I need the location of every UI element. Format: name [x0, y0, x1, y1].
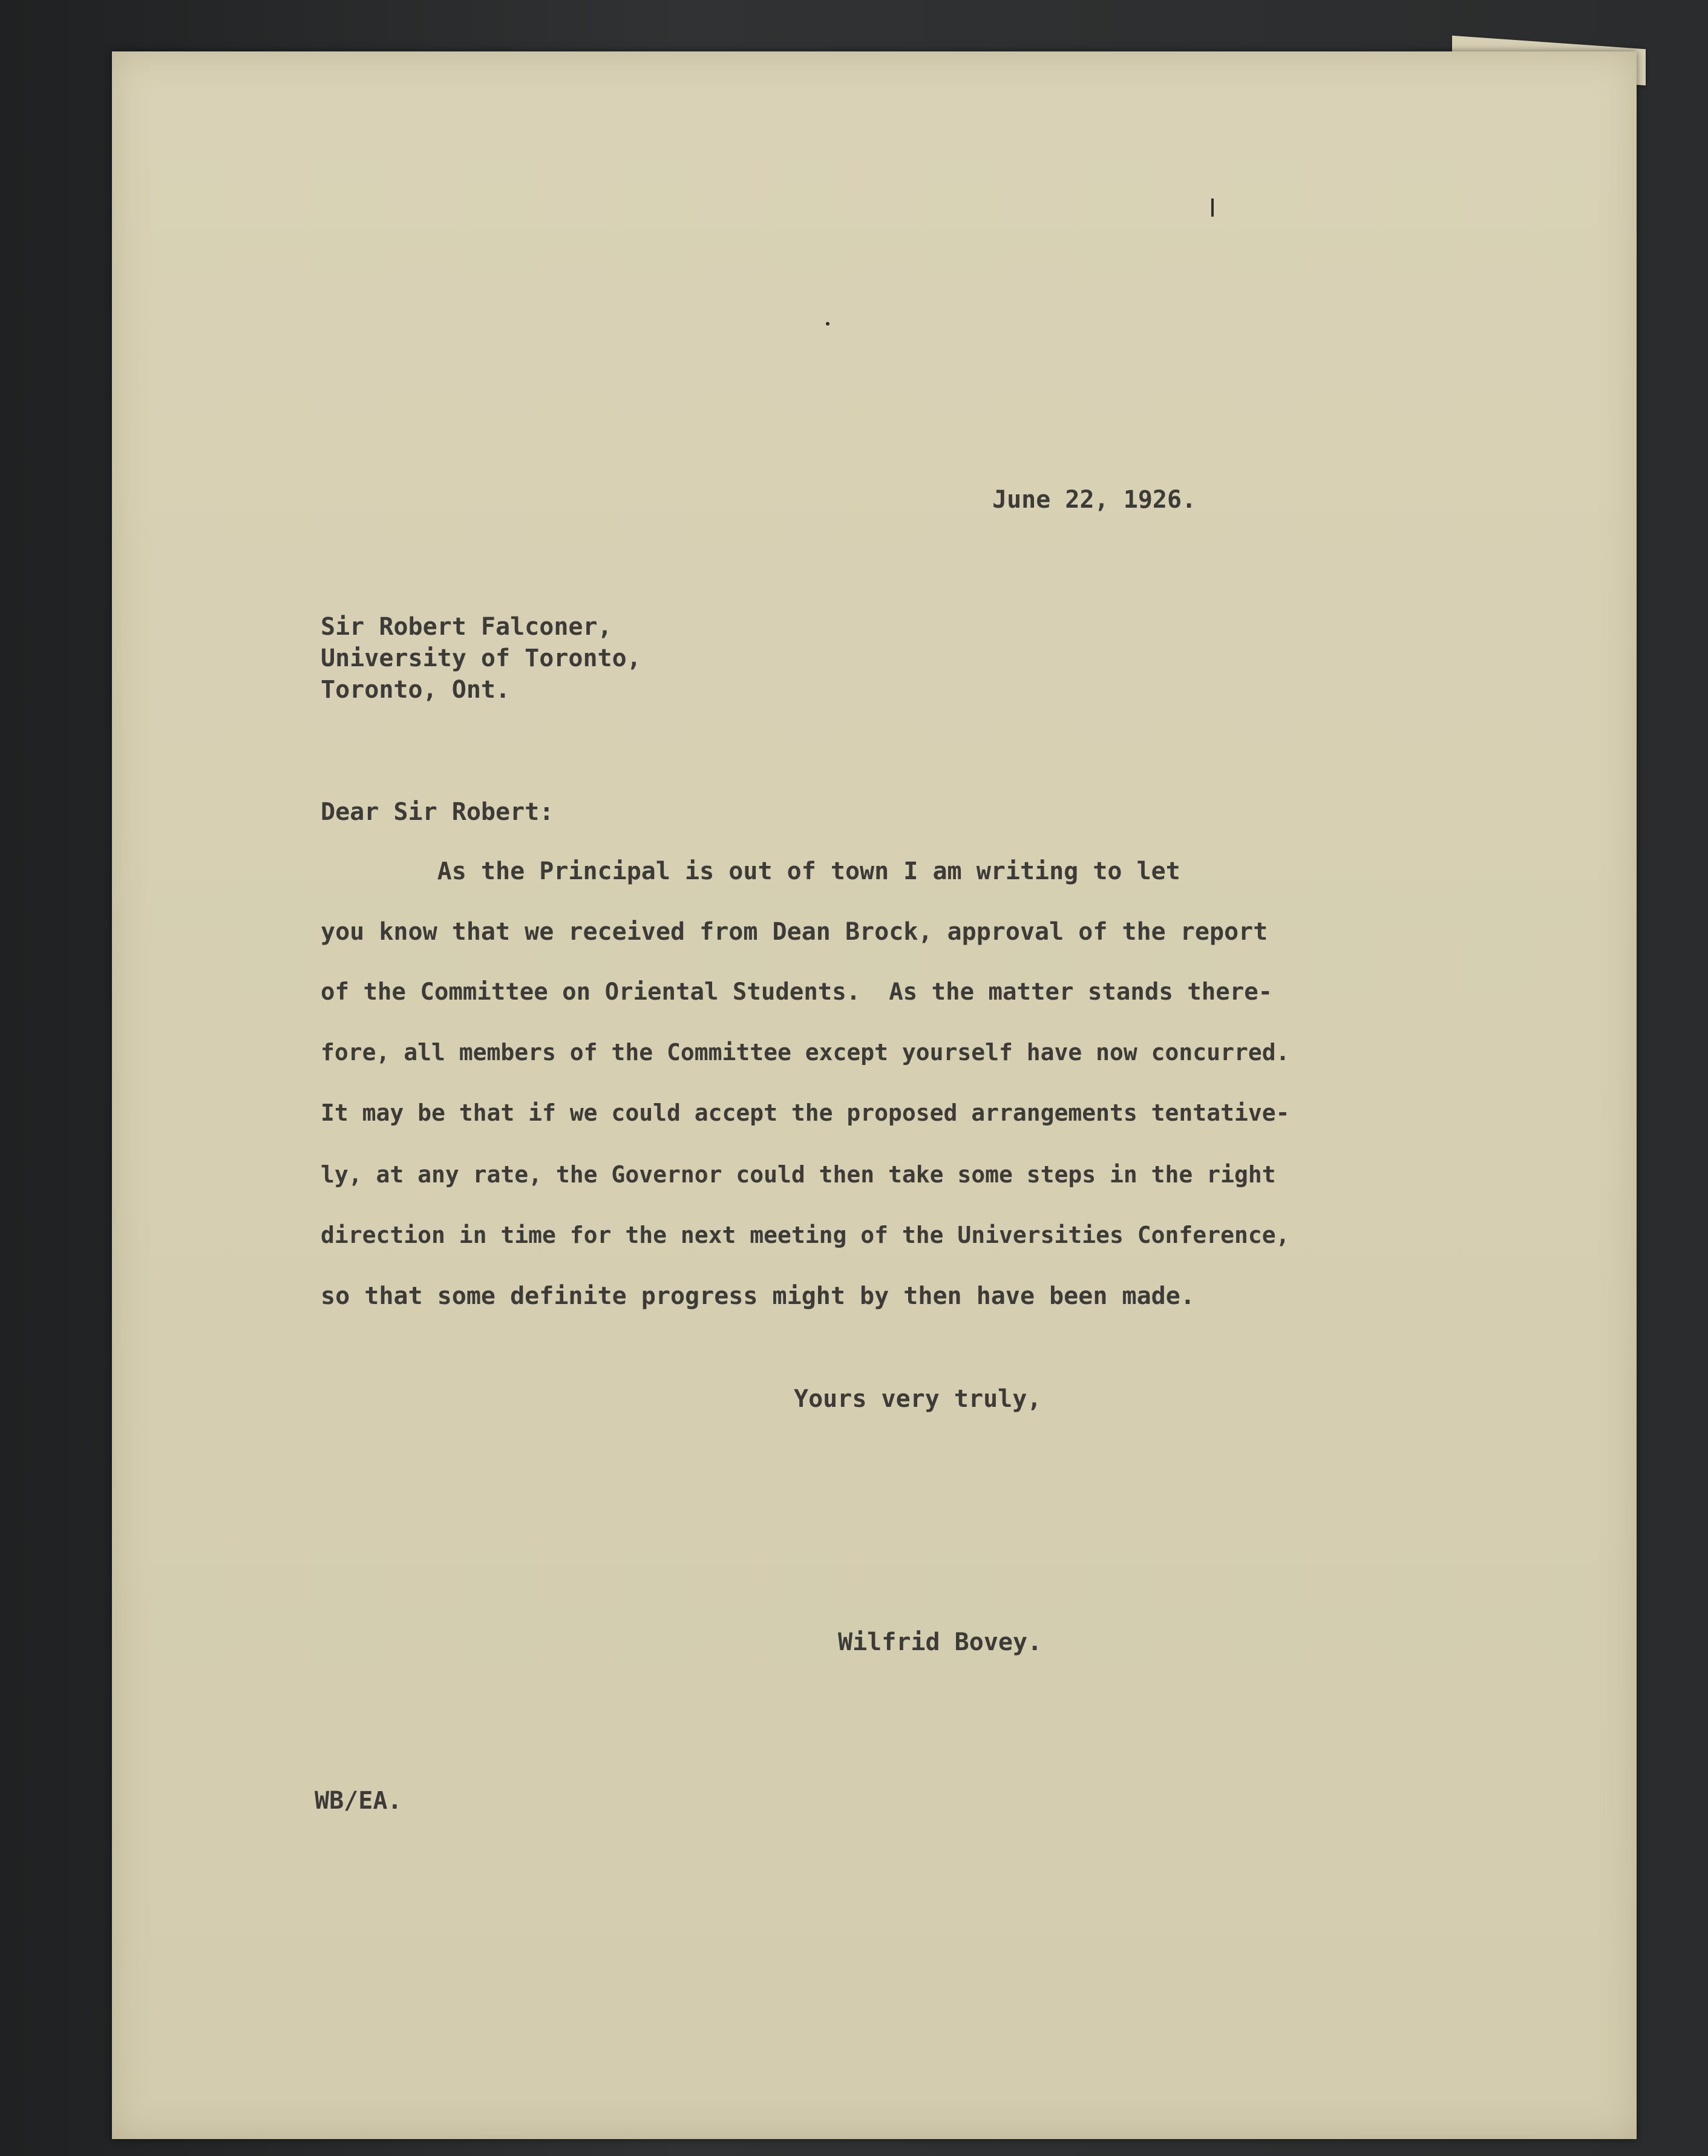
- typist-initials: WB/EA.: [315, 1787, 402, 1815]
- recipient-city: Toronto, Ont.: [321, 676, 511, 704]
- letter-paper: [112, 51, 1637, 2139]
- body-line: fore, all members of the Committee except yourself have now concurred.: [321, 1039, 1290, 1066]
- salutation: Dear Sir Robert:: [321, 798, 554, 826]
- recipient-name: Sir Robert Falconer,: [321, 613, 612, 641]
- body-line: As the Principal is out of town I am writing to let: [321, 857, 1180, 885]
- body-line: you know that we received from Dean Brock, approval of the report: [321, 918, 1268, 946]
- body-line: of the Committee on Oriental Students. As the matter stands there-: [321, 978, 1273, 1006]
- body-line: so that some definite progress might by then have been made.: [321, 1282, 1195, 1310]
- body-line: ly, at any rate, the Governor could then take some steps in the right: [321, 1161, 1276, 1188]
- closing: Yours very truly,: [794, 1385, 1042, 1413]
- recipient-institution: University of Toronto,: [321, 644, 641, 672]
- signature-name: Wilfrid Bovey.: [838, 1628, 1042, 1656]
- stray-ink-mark: [1211, 198, 1214, 217]
- body-line: direction in time for the next meeting of the Universities Conference,: [321, 1222, 1290, 1248]
- letter-date: June 22, 1926.: [992, 486, 1197, 514]
- body-line: It may be that if we could accept the proposed arrangements tentative-: [321, 1099, 1290, 1126]
- stray-dot: [826, 322, 829, 326]
